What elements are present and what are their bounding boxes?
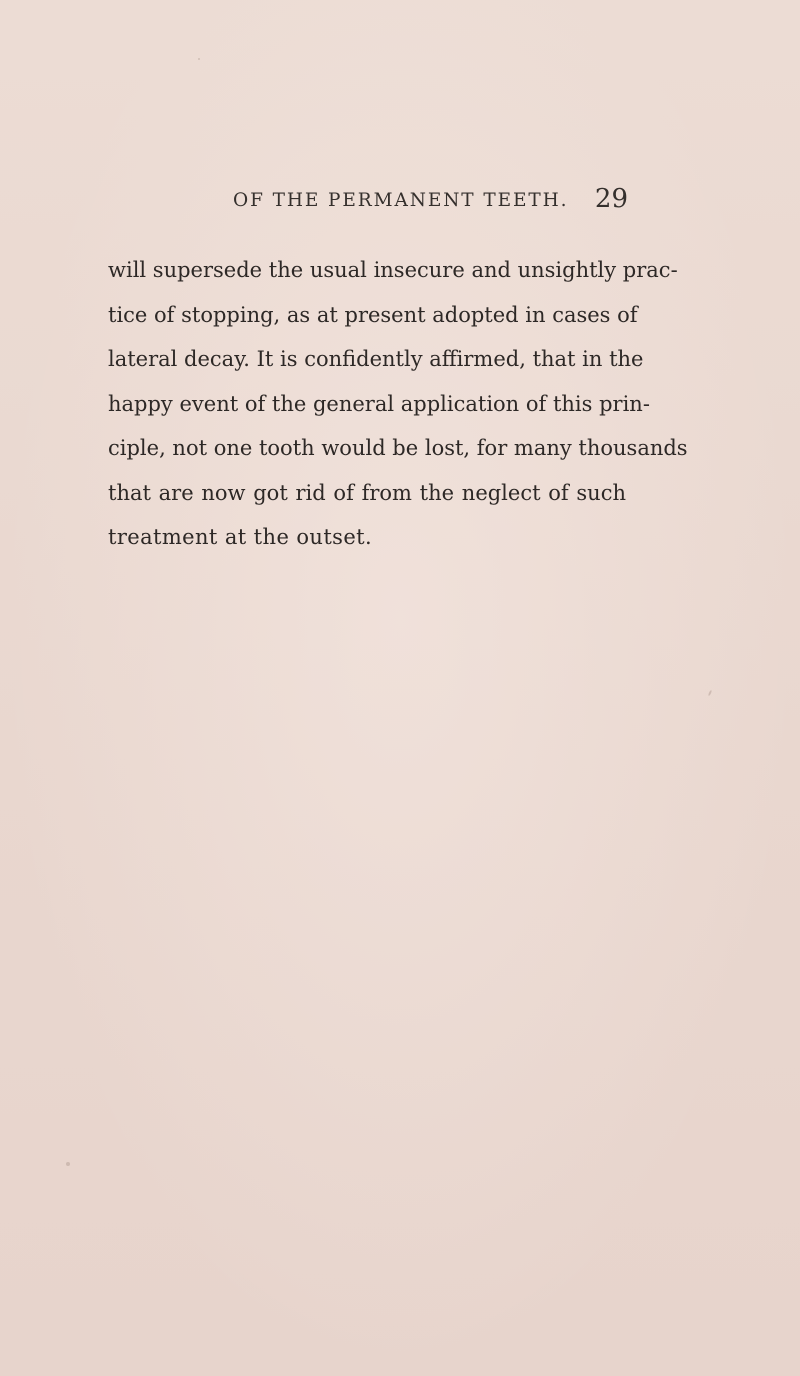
text-line: ciple, not one tooth would be lost, for many thousands <box>108 436 688 460</box>
text-line: will supersede the usual insecure and unsightly prac- <box>108 258 678 282</box>
running-title: OF THE PERMANENT TEETH. <box>233 190 569 211</box>
body-paragraph <box>108 248 688 560</box>
text-line: tice of stopping, as at present adopted in cases of <box>108 302 638 327</box>
paper-speck <box>66 1162 70 1166</box>
text-line: that are now got rid of from the neglect of such <box>108 480 626 505</box>
page-number: 29 <box>594 184 628 214</box>
text-line: treatment at the outset. <box>108 525 373 549</box>
paper-speck <box>708 690 712 696</box>
text-line: happy event of the general application of this prin- <box>108 391 650 416</box>
text-line: lateral decay. It is confidently affirmed, that in the <box>108 347 644 371</box>
running-header <box>233 184 628 222</box>
paper-speck <box>198 58 200 60</box>
